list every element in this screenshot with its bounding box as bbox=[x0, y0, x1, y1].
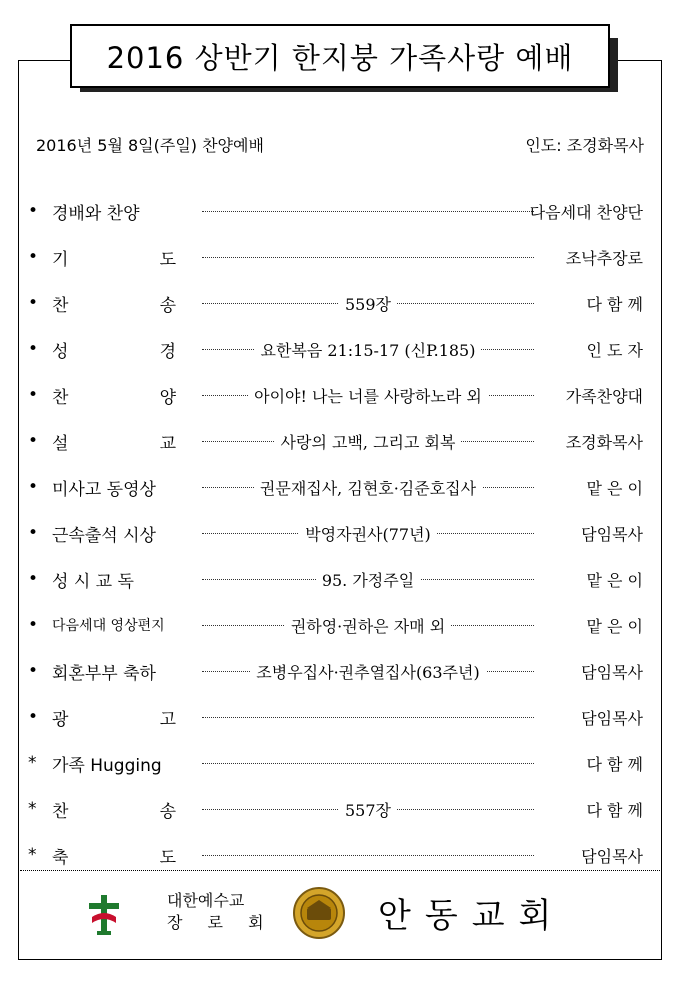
service-item bbox=[28, 472, 653, 502]
bullet-marker: * bbox=[28, 845, 37, 865]
item-responsible: 다 함 께 bbox=[586, 294, 643, 314]
item-detail-wrap bbox=[202, 338, 534, 361]
bullet-marker: • bbox=[28, 201, 39, 221]
item-detail: 권문재집사, 김현호·김준호집사 bbox=[254, 479, 482, 498]
item-responsible: 조낙추장로 bbox=[565, 248, 643, 268]
item-detail-wrap bbox=[202, 614, 534, 637]
bullet-marker: • bbox=[28, 477, 39, 497]
item-responsible: 맡 은 이 bbox=[586, 616, 643, 636]
bullet-marker: • bbox=[28, 339, 39, 359]
item-responsible: 다 함 께 bbox=[586, 800, 643, 820]
item-detail: 요한복음 21:15-17 (신P.185) bbox=[255, 341, 482, 360]
service-item bbox=[28, 518, 653, 548]
item-detail-wrap bbox=[202, 660, 534, 683]
service-item bbox=[28, 702, 653, 732]
denomination-line1: 대한예수교 bbox=[167, 891, 245, 910]
item-label: 찬 양 bbox=[52, 387, 176, 408]
item-label: 성 경 bbox=[52, 341, 176, 362]
presbyterian-cross-logo bbox=[86, 893, 122, 937]
service-date: 2016년 5월 8일(주일) 찬양예배 bbox=[36, 136, 264, 155]
item-responsible: 담임목사 bbox=[581, 524, 643, 544]
bulletin-title: 2016 상반기 한지붕 가족사랑 예배 bbox=[70, 24, 610, 88]
service-item bbox=[28, 840, 653, 870]
item-label: 경배와 찬양 bbox=[52, 203, 140, 224]
item-label: 성 시 교 독 bbox=[52, 571, 134, 592]
item-responsible: 다 함 께 bbox=[586, 754, 643, 774]
service-item bbox=[28, 564, 653, 594]
item-detail-wrap bbox=[202, 292, 534, 315]
footer-divider bbox=[20, 870, 662, 871]
service-item bbox=[28, 794, 653, 824]
dotted-leader bbox=[202, 211, 534, 212]
item-detail-wrap bbox=[202, 384, 534, 407]
denomination-line2: 장 로 회 bbox=[167, 913, 274, 932]
item-responsible: 담임목사 bbox=[581, 708, 643, 728]
item-responsible: 가족찬양대 bbox=[565, 386, 643, 406]
item-detail: 557장 bbox=[339, 801, 397, 820]
service-leader: 인도: 조경화목사 bbox=[525, 136, 644, 155]
item-detail: 95. 가정주일 bbox=[316, 571, 420, 590]
bullet-marker: • bbox=[28, 247, 39, 267]
item-detail-wrap bbox=[202, 522, 534, 545]
bullet-marker: • bbox=[28, 431, 39, 451]
bullet-marker: • bbox=[28, 615, 39, 635]
denomination bbox=[167, 890, 274, 934]
service-item bbox=[28, 242, 653, 272]
item-label: 다음세대 영상편지 bbox=[52, 618, 165, 634]
bullet-marker: • bbox=[28, 385, 39, 405]
item-label: 광 고 bbox=[52, 709, 176, 730]
church-seal-logo bbox=[292, 886, 346, 940]
item-responsible: 담임목사 bbox=[581, 846, 643, 866]
service-item bbox=[28, 656, 653, 686]
item-detail: 아이야! 나는 너를 사랑하노라 외 bbox=[248, 387, 488, 406]
header-row bbox=[36, 133, 644, 157]
bullet-marker: • bbox=[28, 293, 39, 313]
bullet-marker: • bbox=[28, 523, 39, 543]
bullet-marker: • bbox=[28, 569, 39, 589]
bulletin-frame bbox=[18, 60, 662, 960]
item-responsible: 다음세대 찬양단 bbox=[529, 202, 643, 222]
item-detail-wrap bbox=[202, 476, 534, 499]
item-label: 축 도 bbox=[52, 847, 176, 868]
item-label: 기 도 bbox=[52, 249, 176, 270]
service-item bbox=[28, 288, 653, 318]
item-responsible: 인 도 자 bbox=[586, 340, 643, 360]
item-detail: 박영자권사(77년) bbox=[299, 525, 437, 544]
item-responsible: 맡 은 이 bbox=[586, 570, 643, 590]
item-responsible: 맡 은 이 bbox=[586, 478, 643, 498]
dotted-leader bbox=[202, 717, 534, 718]
item-label: 근속출석 시상 bbox=[52, 525, 156, 546]
item-detail: 권하영·권하은 자매 외 bbox=[285, 617, 451, 636]
service-item bbox=[28, 748, 653, 778]
dotted-leader bbox=[202, 763, 534, 764]
item-responsible: 담임목사 bbox=[581, 662, 643, 682]
item-label: 찬 송 bbox=[52, 801, 176, 822]
service-item bbox=[28, 426, 653, 456]
bullet-marker: * bbox=[28, 753, 37, 773]
item-label: 회혼부부 축하 bbox=[52, 663, 156, 684]
dotted-leader bbox=[202, 855, 534, 856]
dotted-leader bbox=[202, 257, 534, 258]
service-item bbox=[28, 610, 653, 640]
item-detail-wrap bbox=[202, 430, 534, 453]
bullet-marker: • bbox=[28, 707, 39, 727]
item-detail: 559장 bbox=[339, 295, 397, 314]
bullet-marker: • bbox=[28, 661, 39, 681]
item-detail-wrap bbox=[202, 568, 534, 591]
service-item bbox=[28, 380, 653, 410]
item-detail: 사랑의 고백, 그리고 회복 bbox=[275, 433, 462, 452]
item-label: 미사고 동영상 bbox=[52, 479, 156, 500]
item-detail: 조병우집사·권추열집사(63주년) bbox=[250, 663, 485, 682]
church-name: 안동교회 bbox=[378, 896, 566, 936]
item-detail-wrap bbox=[202, 798, 534, 821]
service-item bbox=[28, 196, 653, 226]
item-label: 가족 Hugging bbox=[52, 755, 162, 776]
service-item bbox=[28, 334, 653, 364]
item-responsible: 조경화목사 bbox=[565, 432, 643, 452]
bullet-marker: * bbox=[28, 799, 37, 819]
item-label: 찬 송 bbox=[52, 295, 176, 316]
item-label: 설 교 bbox=[52, 433, 176, 454]
